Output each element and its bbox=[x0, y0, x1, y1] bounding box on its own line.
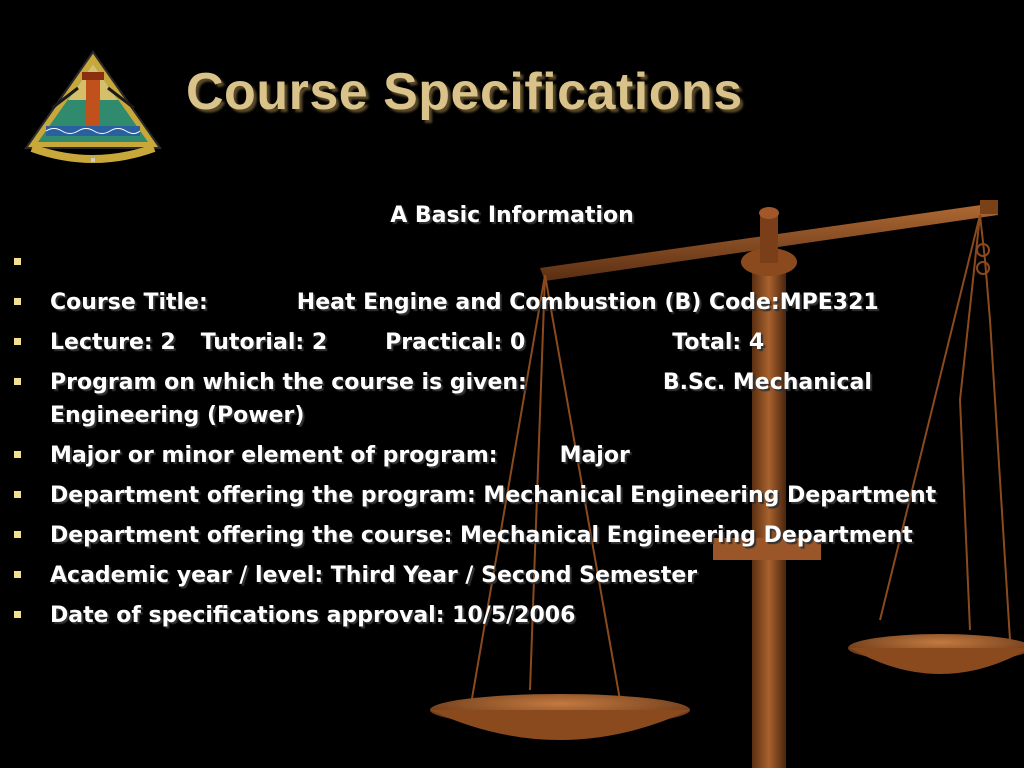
lecture-hours: Lecture: 2 bbox=[50, 330, 176, 355]
course-title-label: Course Title: bbox=[50, 290, 208, 315]
major-label: Major or minor element of program: bbox=[50, 443, 498, 468]
list-item bbox=[14, 286, 1004, 319]
list-item bbox=[14, 326, 1004, 359]
bullet-icon bbox=[14, 531, 21, 538]
tutorial-hours: Tutorial: 2 bbox=[200, 330, 328, 355]
department-program: Department offering the program: Mechanical Engineering Department bbox=[50, 483, 937, 508]
bullet-icon bbox=[14, 611, 21, 618]
list-item bbox=[14, 599, 1004, 632]
course-info-list bbox=[14, 246, 1004, 639]
bullet-icon bbox=[14, 451, 21, 458]
list-item bbox=[14, 479, 1004, 512]
approval-date: Date of specifications approval: 10/5/2006 bbox=[50, 603, 576, 628]
slide-title: Course Specifications bbox=[186, 63, 743, 121]
program-value: B.Sc. Mechanical Engineering (Power) bbox=[50, 370, 872, 428]
bullet-icon bbox=[14, 378, 21, 385]
total-hours: Total: 4 bbox=[672, 330, 765, 355]
list-item bbox=[14, 559, 1004, 592]
department-course: Department offering the course: Mechanical Engineering Department bbox=[50, 523, 913, 548]
course-title-value: Heat Engine and Combustion (B) Code:MPE321 bbox=[296, 290, 879, 315]
bullet-icon bbox=[14, 258, 21, 265]
academic-year: Academic year / level: Third Year / Second Semester bbox=[50, 563, 698, 588]
bullet-icon bbox=[14, 491, 21, 498]
bullet-icon bbox=[14, 571, 21, 578]
bullet-icon bbox=[14, 338, 21, 345]
list-item bbox=[14, 439, 1004, 472]
program-label: Program on which the course is given: bbox=[50, 370, 527, 395]
list-item bbox=[14, 246, 1004, 279]
bullet-icon bbox=[14, 298, 21, 305]
list-item bbox=[14, 366, 1004, 432]
section-subheading: A Basic Information bbox=[390, 203, 634, 228]
major-value: Major bbox=[559, 443, 630, 468]
list-item bbox=[14, 519, 1004, 552]
practical-hours: Practical: 0 bbox=[385, 330, 526, 355]
